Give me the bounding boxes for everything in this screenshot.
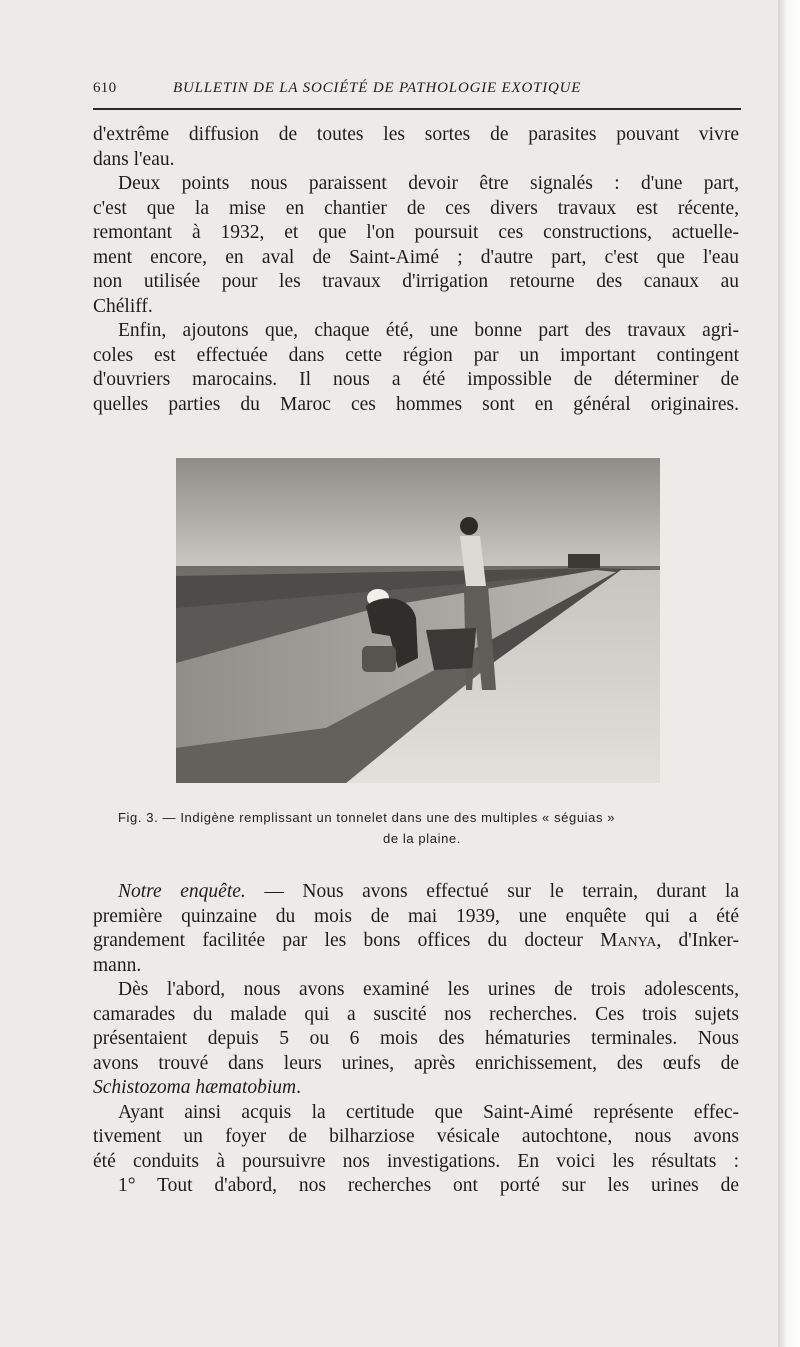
text-line: d'ouvriers marocains. Il nous a été impossible de déterminer de <box>93 369 739 390</box>
text-line: ment encore, en aval de Saint-Aimé ; d'autre part, c'est que l'eau <box>93 246 739 268</box>
figure-photograph <box>176 458 660 783</box>
paragraph-notre-enquete <box>93 880 739 978</box>
top-text-block <box>93 123 739 417</box>
paragraph-deux-points <box>93 172 739 319</box>
paragraph-diffusion <box>93 123 739 172</box>
text-line: c'est que la mise en chantier de ces divers travaux est récente, <box>93 197 739 219</box>
page-header <box>93 80 743 102</box>
text-line: avons trouvé dans leurs urines, après enrichissement, des œufs de <box>93 1052 739 1074</box>
running-title: BULLETIN DE LA SOCIÉTÉ DE PATHOLOGIE EXOTIQUE <box>173 80 582 96</box>
text-line: non utilisée pour les travaux d'irrigation retourne des canaux au <box>93 271 739 292</box>
paragraph-ayant-ainsi <box>93 1101 739 1175</box>
paragraph-des-l-abord <box>93 978 739 1101</box>
page-edge <box>778 0 800 1347</box>
text-line <box>93 1076 739 1101</box>
text-line: tivement un foyer de bilharziose vésicale autochtone, nous avons <box>93 1126 739 1147</box>
species-name: Schistozoma hæmatobium <box>93 1077 297 1098</box>
text-line: été conduits à poursuivre nos investigations. En voici les résultats : <box>93 1150 739 1172</box>
text-line: 1° Tout d'abord, nos recherches ont porté sur les urines de <box>118 1175 739 1196</box>
text-line: Enfin, ajoutons que, chaque été, une bonne part des travaux agri- <box>118 320 739 341</box>
text-line: Deux points nous paraissent devoir être signalés : d'une part, <box>118 173 739 194</box>
text-line: dans l'eau. <box>93 148 175 170</box>
text-line: mann. <box>93 954 142 976</box>
text-fragment: . <box>296 1077 302 1098</box>
text-line: camarades du malade qui a suscité nos recherches. Ces trois sujets <box>93 1003 739 1025</box>
photo-irrigation-canal <box>176 458 660 783</box>
paragraph-enfin <box>93 319 739 417</box>
page-number: 610 <box>93 80 117 96</box>
text-fragment: grandement facilitée par les bons offices du docteur <box>93 930 601 951</box>
bottom-text-block <box>93 880 739 1199</box>
text-line: quelles parties du Maroc ces hommes sont en général originaires. <box>93 393 739 415</box>
caption-line: de la plaine. <box>383 831 461 846</box>
text-line: première quinzaine du mois de mai 1939, une enquête qui a été <box>93 905 739 927</box>
text-line: coles est effectuée dans cette région par un important contingent <box>93 344 739 366</box>
text-line: d'extrême diffusion de toutes les sortes de parasites pouvant vivre <box>93 124 739 145</box>
text-line: Dès l'abord, nous avons examiné les urines de trois adolescents, <box>118 979 739 1000</box>
text-line <box>93 880 739 905</box>
text-fragment: , d'Inker- <box>656 930 740 951</box>
author-name: Manya <box>600 930 657 951</box>
text-line: Chéliff. <box>93 295 153 317</box>
figure-caption <box>118 807 726 849</box>
text-fragment: — Nous avons effectué sur le terrain, durant la <box>245 881 740 902</box>
text-line: remontant à 1932, et que l'on poursuit ces constructions, actuelle- <box>93 222 739 243</box>
text-line <box>93 929 739 954</box>
text-line: Ayant ainsi acquis la certitude que Saint-Aimé représente effec- <box>118 1101 739 1123</box>
caption-line: Fig. 3. — Indigène remplissant un tonnelet dans une des multiples « séguias » <box>118 810 616 825</box>
header-rule <box>93 108 741 110</box>
text-line: présentaient depuis 5 ou 6 mois des hématuries terminales. Nous <box>93 1028 739 1049</box>
section-heading: Notre enquête. <box>118 881 246 902</box>
paragraph-tout-d-abord <box>93 1174 739 1199</box>
